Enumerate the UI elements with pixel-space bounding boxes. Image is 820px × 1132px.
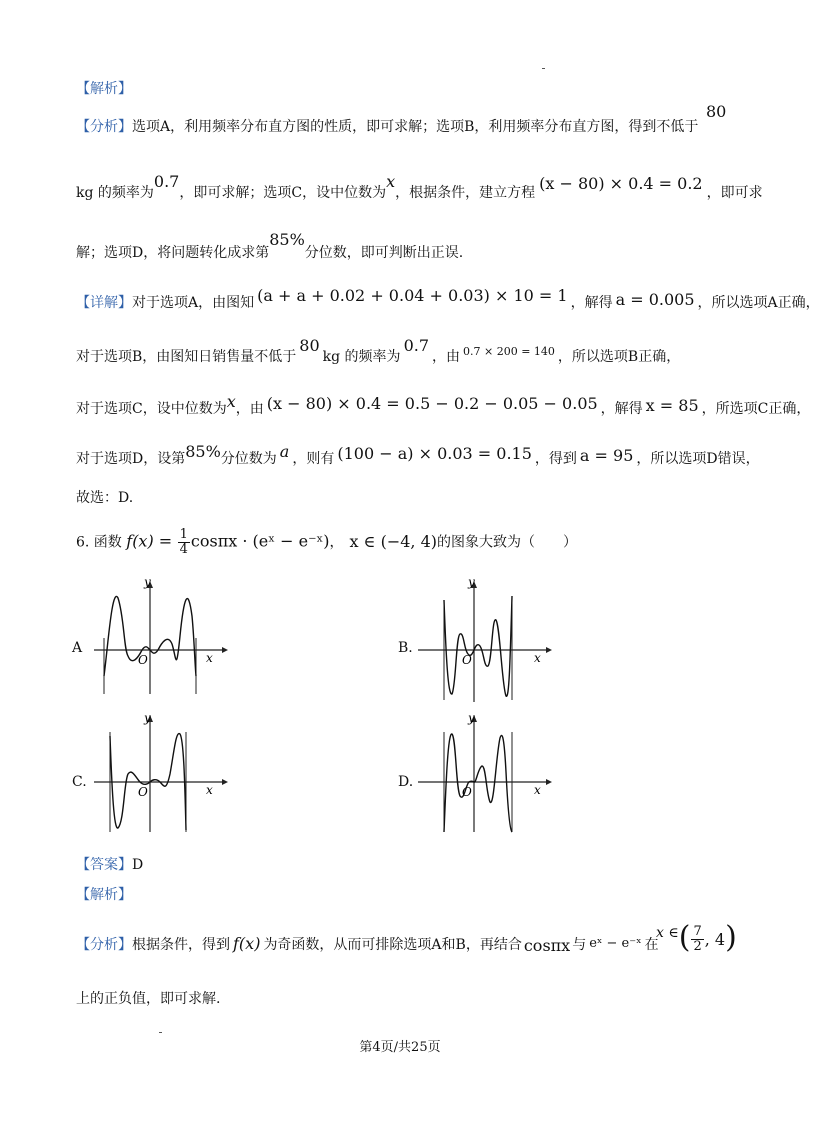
- analysis-text: 解；选项D，将问题转化成求第: [76, 245, 270, 261]
- detail-text: ，由: [235, 401, 264, 417]
- detail-text: ，由: [432, 349, 461, 365]
- analysis-text: ，根据条件，建立方程: [395, 185, 536, 201]
- option-label-a: A: [72, 640, 83, 656]
- analysis-line-3: [76, 230, 464, 262]
- analysis-text: ，即可求解；选项C，设中位数为: [179, 185, 387, 201]
- axis-label-y: y: [144, 575, 151, 589]
- function-domain: x ∈ (−4, 4): [349, 531, 437, 551]
- analysis-text: kg 的频率为: [76, 185, 154, 201]
- detail-text: ，解得: [600, 401, 643, 417]
- math-value: 80: [299, 336, 320, 355]
- function-rhs: cosπx · (eˣ − e⁻ˣ): [190, 531, 330, 551]
- math-equation: 0.7 × 200 = 140: [463, 345, 555, 358]
- function-lhs: f(x) =: [126, 531, 173, 551]
- math-equation: a = 95: [579, 446, 634, 465]
- math-variable: x: [226, 392, 236, 411]
- option-label-c: C.: [72, 774, 87, 790]
- question-text: 的图象大致为（ ）: [437, 534, 577, 551]
- detail-text: ，所以选项A正确，: [697, 295, 820, 311]
- detail-text: 对于选项A，由图知: [132, 295, 255, 311]
- graph-option-c[interactable]: [90, 712, 230, 837]
- fraction-seven-halves: [691, 925, 703, 954]
- math-equation: x = 85: [645, 396, 699, 415]
- answer-value: D: [132, 857, 144, 873]
- scan-dot: [542, 68, 545, 69]
- math-expression: eˣ − e⁻ˣ: [589, 936, 642, 951]
- analysis2-interval: [656, 918, 737, 956]
- detail-text: 对于选项D，设第: [76, 451, 186, 467]
- frac-num: 1: [179, 527, 188, 542]
- paren-left: (: [678, 920, 691, 955]
- option-label-d: D.: [398, 774, 414, 790]
- math-value: 0.7: [403, 336, 430, 355]
- math-function: f(x): [233, 934, 261, 953]
- origin-label: O: [138, 785, 148, 799]
- detail-text: 对于选项C，设中位数为: [76, 401, 227, 417]
- frac-num: 7: [693, 923, 702, 939]
- analysis-line-2: [76, 172, 763, 202]
- math-interval-post: , 4: [704, 930, 726, 949]
- option-label-b: B.: [398, 640, 413, 656]
- math-value: 0.7: [153, 172, 180, 191]
- math-equation: (x − 80) × 0.4 = 0.5 − 0.2 − 0.05 − 0.05: [266, 394, 598, 413]
- axis-label-x: x: [206, 783, 213, 797]
- analysis-line-1: [76, 116, 698, 136]
- analysis-text: 在: [644, 937, 659, 953]
- graph-option-a[interactable]: [90, 576, 230, 696]
- detail-text: 分位数为: [220, 451, 277, 467]
- math-interval-pre: x ∈: [656, 925, 679, 941]
- analysis-tag: 【分析】: [76, 119, 132, 135]
- detail-text: ，所以选项B正确，: [557, 349, 681, 365]
- detail-line-c: [76, 392, 811, 418]
- analysis-text: 与: [572, 937, 587, 953]
- math-equation: a = 0.005: [615, 290, 695, 309]
- math-value: 85%: [185, 442, 221, 461]
- analysis-text: 选项A，利用频率分布直方图的性质，即可求解；选项B，利用频率分布直方图，得到不低于: [132, 119, 699, 135]
- detail-conclusion: 故选：D.: [76, 490, 134, 506]
- paren-right: ): [725, 920, 737, 955]
- origin-label: O: [462, 653, 472, 667]
- scan-dot: [159, 1032, 162, 1033]
- analysis-text: ，即可求: [706, 185, 763, 201]
- answer-tag: 【答案】: [76, 857, 132, 873]
- origin-label: O: [462, 785, 472, 799]
- axis-label-y: y: [144, 711, 151, 725]
- graph-option-b[interactable]: [414, 576, 554, 706]
- detail-line-b: [76, 336, 681, 366]
- detail-text: 对于选项B，由图知日销售量不低于: [76, 349, 297, 365]
- frac-den: 4: [179, 542, 188, 557]
- graph-option-d[interactable]: [414, 712, 554, 837]
- analysis-text: 为奇函数，从而可排除选项A和B，再结合: [263, 937, 522, 953]
- analysis2-line-1: [76, 934, 659, 954]
- section-tag-analysis-2: 【解析】: [76, 887, 132, 903]
- analysis-text: 根据条件，得到: [132, 937, 230, 953]
- math-variable: a: [279, 442, 290, 461]
- detail-text: ，则有: [292, 451, 335, 467]
- fraction-one-quarter: [178, 528, 190, 557]
- section-tag-analysis: 【解析】: [76, 81, 132, 97]
- page-footer: 第4页/共25页: [359, 1040, 441, 1055]
- detail-line-d: [76, 442, 760, 468]
- axis-label-x: x: [534, 783, 541, 797]
- detail-tag: 【详解】: [76, 295, 132, 311]
- axis-label-x: x: [206, 651, 213, 665]
- math-variable: x: [386, 172, 396, 191]
- axis-label-x: x: [534, 651, 541, 665]
- question-number: 6. 函数: [76, 534, 122, 551]
- math-expression: cosπx: [523, 936, 571, 955]
- axis-label-y: y: [468, 711, 475, 725]
- detail-text: ，所以选项D错误，: [636, 451, 760, 467]
- analysis-text: 分位数，即可判断出正误.: [304, 245, 464, 261]
- detail-text: ，解得: [570, 295, 613, 311]
- analysis-tag: 【分析】: [76, 937, 132, 953]
- axis-label-y: y: [468, 575, 475, 589]
- answer-line: [76, 854, 143, 874]
- question-6: [76, 528, 577, 557]
- detail-line-a: [76, 286, 820, 312]
- origin-label: O: [138, 653, 148, 667]
- frac-den: 2: [693, 938, 702, 954]
- detail-text: ，所选项C正确，: [701, 401, 811, 417]
- analysis-number-80: 80: [706, 102, 727, 121]
- question-text: ，: [329, 534, 344, 551]
- math-equation: (a + a + 0.02 + 0.04 + 0.03) × 10 = 1: [257, 286, 568, 305]
- math-equation: (x − 80) × 0.4 = 0.2: [539, 174, 703, 193]
- analysis2-line-2: 上的正负值，即可求解.: [76, 991, 221, 1007]
- detail-text: kg 的频率为: [322, 349, 401, 365]
- math-equation: (100 − a) × 0.03 = 0.15: [337, 444, 532, 463]
- detail-text: ，得到: [534, 451, 577, 467]
- math-value: 85%: [269, 230, 305, 249]
